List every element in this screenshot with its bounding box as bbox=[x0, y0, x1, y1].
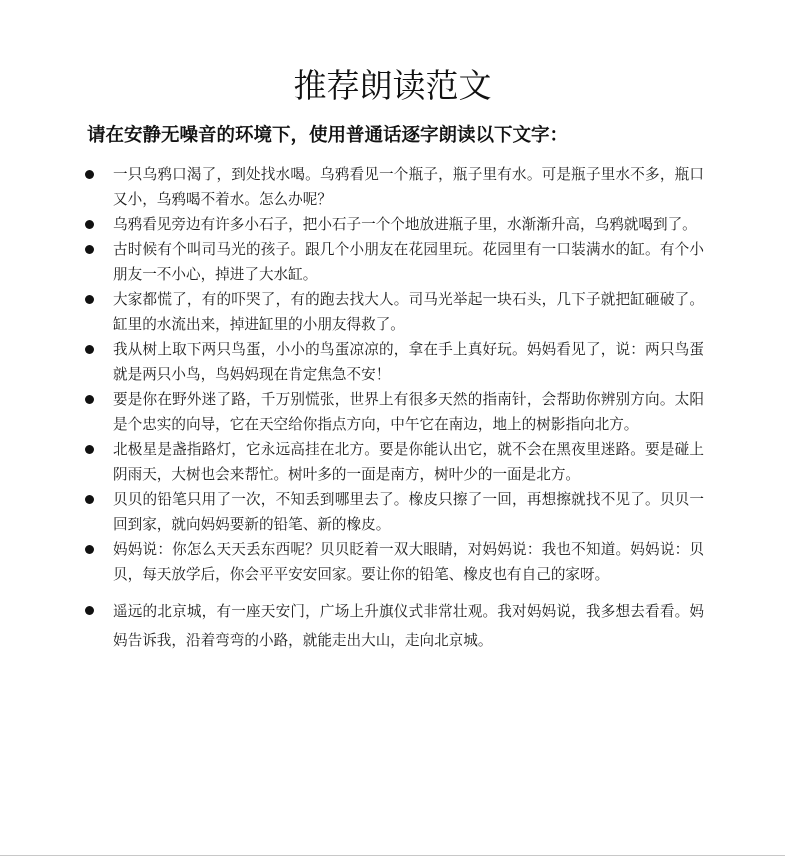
paragraph-text: 大家都慌了，有的吓哭了，有的跑去找大人。司马光举起一块石头，几下子就把缸砸破了。缸里的水流出来，掉进缸里的小朋友得救了。 bbox=[113, 291, 704, 333]
list-item bbox=[84, 212, 704, 237]
paragraph-text: 要是你在野外迷了路，千万别慌张，世界上有很多天然的指南针，会帮助你辨别方向。太阳是个忠实的向导，它在天空给你指点方向，中午它在南边，地上的树影指向北方。 bbox=[113, 391, 704, 433]
bullet-icon bbox=[85, 245, 94, 254]
list-item bbox=[84, 162, 704, 212]
page-title: 推荐朗读范文 bbox=[293, 66, 492, 105]
paragraph-text: 妈妈说：你怎么天天丢东西呢？贝贝眨着一双大眼睛，对妈妈说：我也不知道。妈妈说：贝贝，每天放学后，你会平平安安回家。要让你的铅笔、橡皮也有自己的家呀。 bbox=[113, 541, 704, 583]
bullet-icon bbox=[85, 295, 94, 304]
reading-passage-list bbox=[84, 162, 704, 655]
list-item bbox=[84, 537, 704, 587]
reading-instruction: 请在安静无噪音的环境下，使用普通话逐字朗读以下文字： bbox=[87, 125, 569, 146]
bullet-icon bbox=[85, 220, 94, 229]
bullet-icon bbox=[85, 445, 94, 454]
list-item bbox=[84, 597, 704, 655]
list-item bbox=[84, 287, 704, 337]
bullet-icon bbox=[85, 345, 94, 354]
list-item bbox=[84, 337, 704, 387]
bullet-icon bbox=[85, 545, 94, 554]
list-item bbox=[84, 437, 704, 487]
list-item bbox=[84, 487, 704, 537]
paragraph-text: 贝贝的铅笔只用了一次，不知丢到哪里去了。橡皮只擦了一回，再想擦就找不见了。贝贝一回到家，就向妈妈要新的铅笔、新的橡皮。 bbox=[113, 491, 704, 533]
paragraph-text: 古时候有个叫司马光的孩子。跟几个小朋友在花园里玩。花园里有一口装满水的缸。有个小朋友一不小心，掉进了大水缸。 bbox=[113, 241, 704, 283]
bullet-icon bbox=[85, 606, 94, 615]
paragraph-text: 北极星是盏指路灯，它永远高挂在北方。要是你能认出它，就不会在黑夜里迷路。要是碰上阴雨天，大树也会来帮忙。树叶多的一面是南方，树叶少的一面是北方。 bbox=[113, 441, 704, 483]
bullet-icon bbox=[85, 395, 94, 404]
bullet-icon bbox=[85, 495, 94, 504]
paragraph-text: 乌鸦看见旁边有许多小石子，把小石子一个个地放进瓶子里，水渐渐升高，乌鸦就喝到了。 bbox=[113, 216, 697, 233]
page-bottom-divider bbox=[0, 855, 785, 856]
paragraph-text: 一只乌鸦口渴了，到处找水喝。乌鸦看见一个瓶子，瓶子里有水。可是瓶子里水不多，瓶口又小，乌鸦喝不着水。怎么办呢？ bbox=[113, 166, 704, 208]
bullet-icon bbox=[85, 170, 94, 179]
list-item bbox=[84, 237, 704, 287]
list-item bbox=[84, 387, 704, 437]
paragraph-text: 遥远的北京城，有一座天安门，广场上升旗仪式非常壮观。我对妈妈说，我多想去看看。妈妈告诉我，沿着弯弯的小路，就能走出大山，走向北京城。 bbox=[113, 603, 704, 649]
paragraph-text: 我从树上取下两只鸟蛋，小小的鸟蛋凉凉的，拿在手上真好玩。妈妈看见了，说：两只鸟蛋就是两只小鸟，鸟妈妈现在肯定焦急不安！ bbox=[113, 341, 704, 383]
